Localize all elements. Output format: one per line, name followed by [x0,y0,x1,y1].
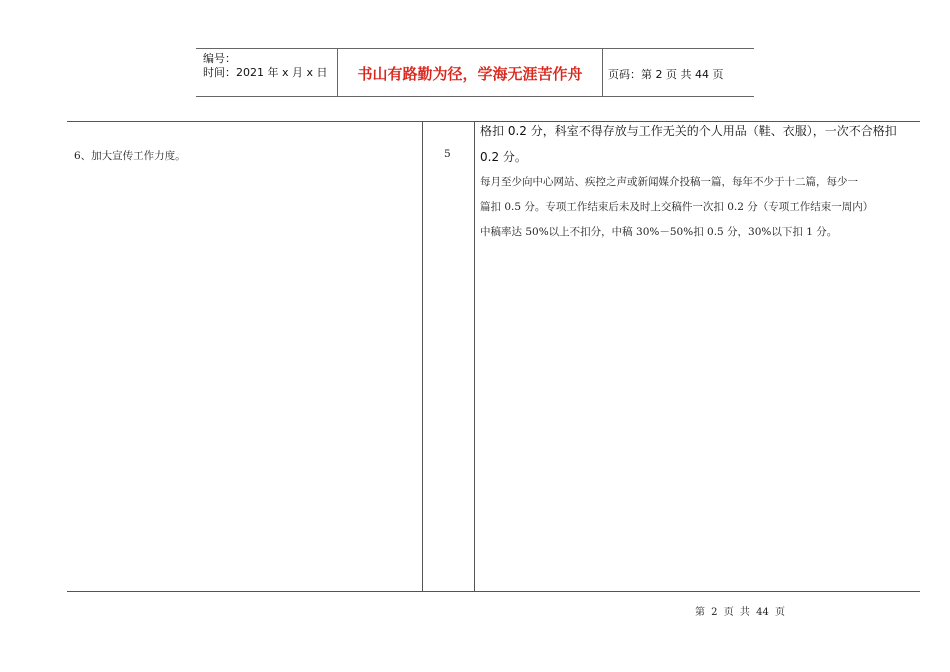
rule-line: 每月至少向中心网站、疾控之声或新闻媒介投稿一篇，每年不少于十二篇，每少一 [480,176,858,188]
table-column-divider-1 [422,121,423,592]
table-rules-cell [480,118,897,245]
header-bottom-border [196,96,754,97]
header-page-info: 页码：第 2 页 共 44 页 [608,68,724,81]
rule-line: 0.2 分。 [480,150,527,164]
table-column-divider-2 [474,121,475,592]
table-score-cell: 5 [444,148,451,160]
table-bottom-border [67,591,920,592]
header-motto: 书山有路勤为径，学海无涯苦作舟 [357,65,583,83]
rule-line: 中稿率达 50%以上不扣分，中稿 30%－50%扣 0.5 分，30%以下扣 1 分。 [480,226,838,238]
rule-line: 格扣 0.2 分，科室不得存放与工作无关的个人用品（鞋、衣服），一次不合格扣 [480,124,897,138]
rule-line: 篇扣 0.5 分。专项工作结束后未及时上交稿件一次扣 0.2 分（专项工作结束一周内） [480,201,874,213]
header-divider-right [602,48,603,97]
document-number-label: 编号： [203,52,236,65]
footer-page-number: 第 2 页 共 44 页 [695,607,785,618]
document-date: 时间：2021 年 x 月 x 日 [203,66,328,79]
table-item-cell: 6、加大宣传工作力度。 [74,150,186,162]
header-top-border [196,48,754,49]
